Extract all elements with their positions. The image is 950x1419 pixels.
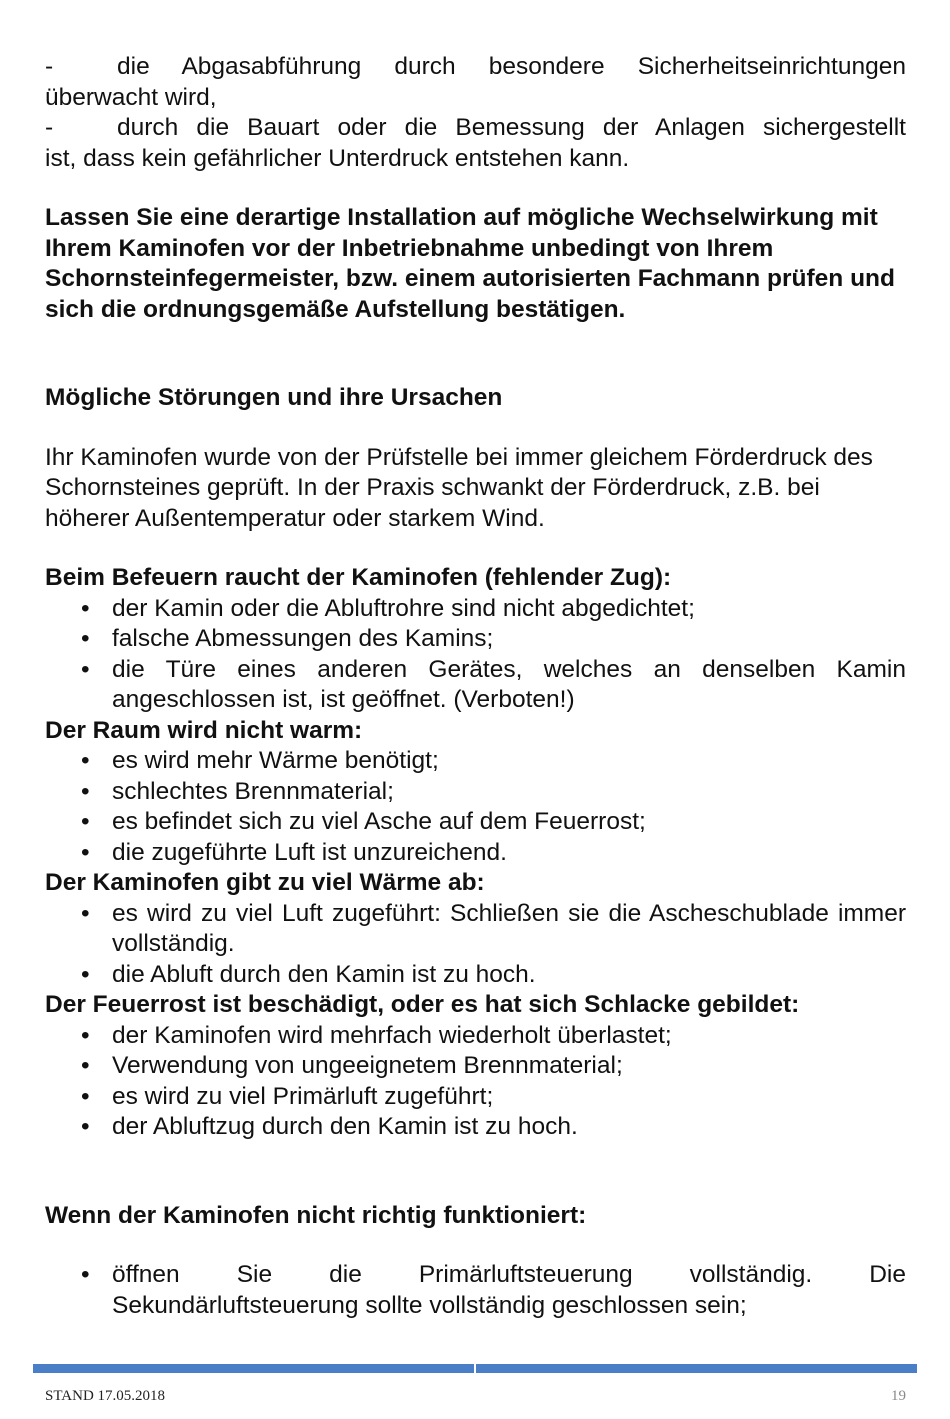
- section-title: Mögliche Störungen und ihre Ursachen: [45, 384, 503, 411]
- document-body: [45, 52, 906, 1321]
- list-item: • öffnen Sie die Primärluftsteuerung vollständig. Die Sekundärluftsteuerung sollte vollständig geschlossen sein;: [81, 1261, 906, 1319]
- bullet-marker: •: [81, 625, 90, 652]
- cause-group-grate: [45, 990, 906, 1143]
- group-heading: Der Feuerrost ist beschädigt, oder es hat sich Schlacke gebildet:: [45, 991, 800, 1018]
- list-item: • Verwendung von ungeeignetem Brennmaterial;: [45, 1051, 906, 1082]
- list-item: • die Türe eines anderen Gerätes, welches an denselben Kamin angeschlossen ist, ist geöffnet. (Verboten!): [81, 655, 906, 713]
- intro-item-text: die Abgasabführung durch besondere Sicherheitseinrichtungen: [117, 53, 906, 80]
- dash-marker: -: [45, 114, 54, 141]
- page-number: 19: [891, 1388, 906, 1404]
- intro-item-1: [45, 52, 906, 113]
- cause-group-smoke: [45, 563, 906, 716]
- list-item: • der Abluftzug durch den Kamin ist zu hoch.: [45, 1112, 906, 1143]
- list-item: • falsche Abmessungen des Kamins;: [45, 624, 906, 655]
- bullet-marker: •: [81, 1113, 90, 1140]
- bullet-marker: •: [81, 899, 90, 927]
- bullet-list: [45, 899, 906, 991]
- bullet-marker: •: [81, 960, 90, 988]
- final-bullet-list: [45, 1260, 906, 1321]
- list-item: • schlechtes Brennmaterial;: [45, 777, 906, 808]
- list-item: • der Kaminofen wird mehrfach wiederholt überlastet;: [45, 1021, 906, 1052]
- footer-rule: [33, 1364, 917, 1373]
- intro-item-text: durch die Bauart oder die Bemessung der Anlagen sichergestellt: [117, 114, 906, 141]
- bullet-marker: •: [81, 808, 90, 835]
- footer-rule-right: [476, 1364, 917, 1373]
- bullet-list: [45, 594, 906, 716]
- intro-item-continuation: ist, dass kein gefährlicher Unterdruck entstehen kann.: [45, 144, 630, 172]
- bullet-list: [45, 1021, 906, 1143]
- bullet-marker: •: [81, 594, 90, 622]
- warning-paragraph: Lassen Sie eine derartige Installation auf mögliche Wechselwirkung mit Ihrem Kaminofen vor der Inbetriebnahme unbedingt von Ihrem Schornsteinfegermeister, bzw. einem autorisierten Fachmann prüfen und sich die ordnungsgemäße Aufstellung bestätigen.: [45, 204, 895, 323]
- list-item: • es befindet sich zu viel Asche auf dem Feuerrost;: [45, 807, 906, 838]
- list-item: • die zugeführte Luft ist unzureichend.: [45, 838, 906, 869]
- list-item: • die Abluft durch den Kamin ist zu hoch.: [45, 960, 906, 991]
- bullet-marker: •: [81, 777, 90, 805]
- footer-stand-date: STAND 17.05.2018: [45, 1388, 166, 1404]
- bullet-marker: •: [81, 1021, 90, 1049]
- list-item: • es wird zu viel Luft zugeführt: Schließen sie die Ascheschublade immer vollständig.: [81, 899, 906, 957]
- list-item: • der Kamin oder die Abluftrohre sind nicht abgedichtet;: [45, 594, 906, 625]
- group-heading: Der Kaminofen gibt zu viel Wärme ab:: [45, 869, 485, 896]
- intro-item-continuation: überwacht wird,: [45, 83, 217, 111]
- list-item: • es wird zu viel Primärluft zugeführt;: [45, 1082, 906, 1113]
- bullet-marker: •: [81, 747, 90, 774]
- bullet-marker: •: [81, 655, 90, 683]
- list-item: • es wird mehr Wärme benötigt;: [45, 746, 906, 777]
- bullet-marker: •: [81, 1261, 90, 1288]
- intro-item-2: [45, 113, 906, 174]
- final-heading: Wenn der Kaminofen nicht richtig funktioniert:: [45, 1201, 587, 1229]
- bullet-marker: •: [81, 838, 90, 866]
- group-heading: Beim Befeuern raucht der Kaminofen (fehlender Zug):: [45, 564, 672, 591]
- bullet-list: [45, 746, 906, 868]
- bullet-marker: •: [81, 1082, 90, 1110]
- footer-rule-left: [33, 1364, 474, 1373]
- cause-group-not-warm: [45, 716, 906, 869]
- section-intro: Ihr Kaminofen wurde von der Prüfstelle bei immer gleichem Förderdruck des Schornsteines geprüft. In der Praxis schwankt der Förderdruck, z.B. bei höherer Außentemperatur oder starkem Wind.: [45, 443, 873, 532]
- bullet-marker: •: [81, 1052, 90, 1079]
- cause-group-too-hot: [45, 868, 906, 990]
- dash-marker: -: [45, 53, 54, 80]
- group-heading: Der Raum wird nicht warm:: [45, 716, 363, 744]
